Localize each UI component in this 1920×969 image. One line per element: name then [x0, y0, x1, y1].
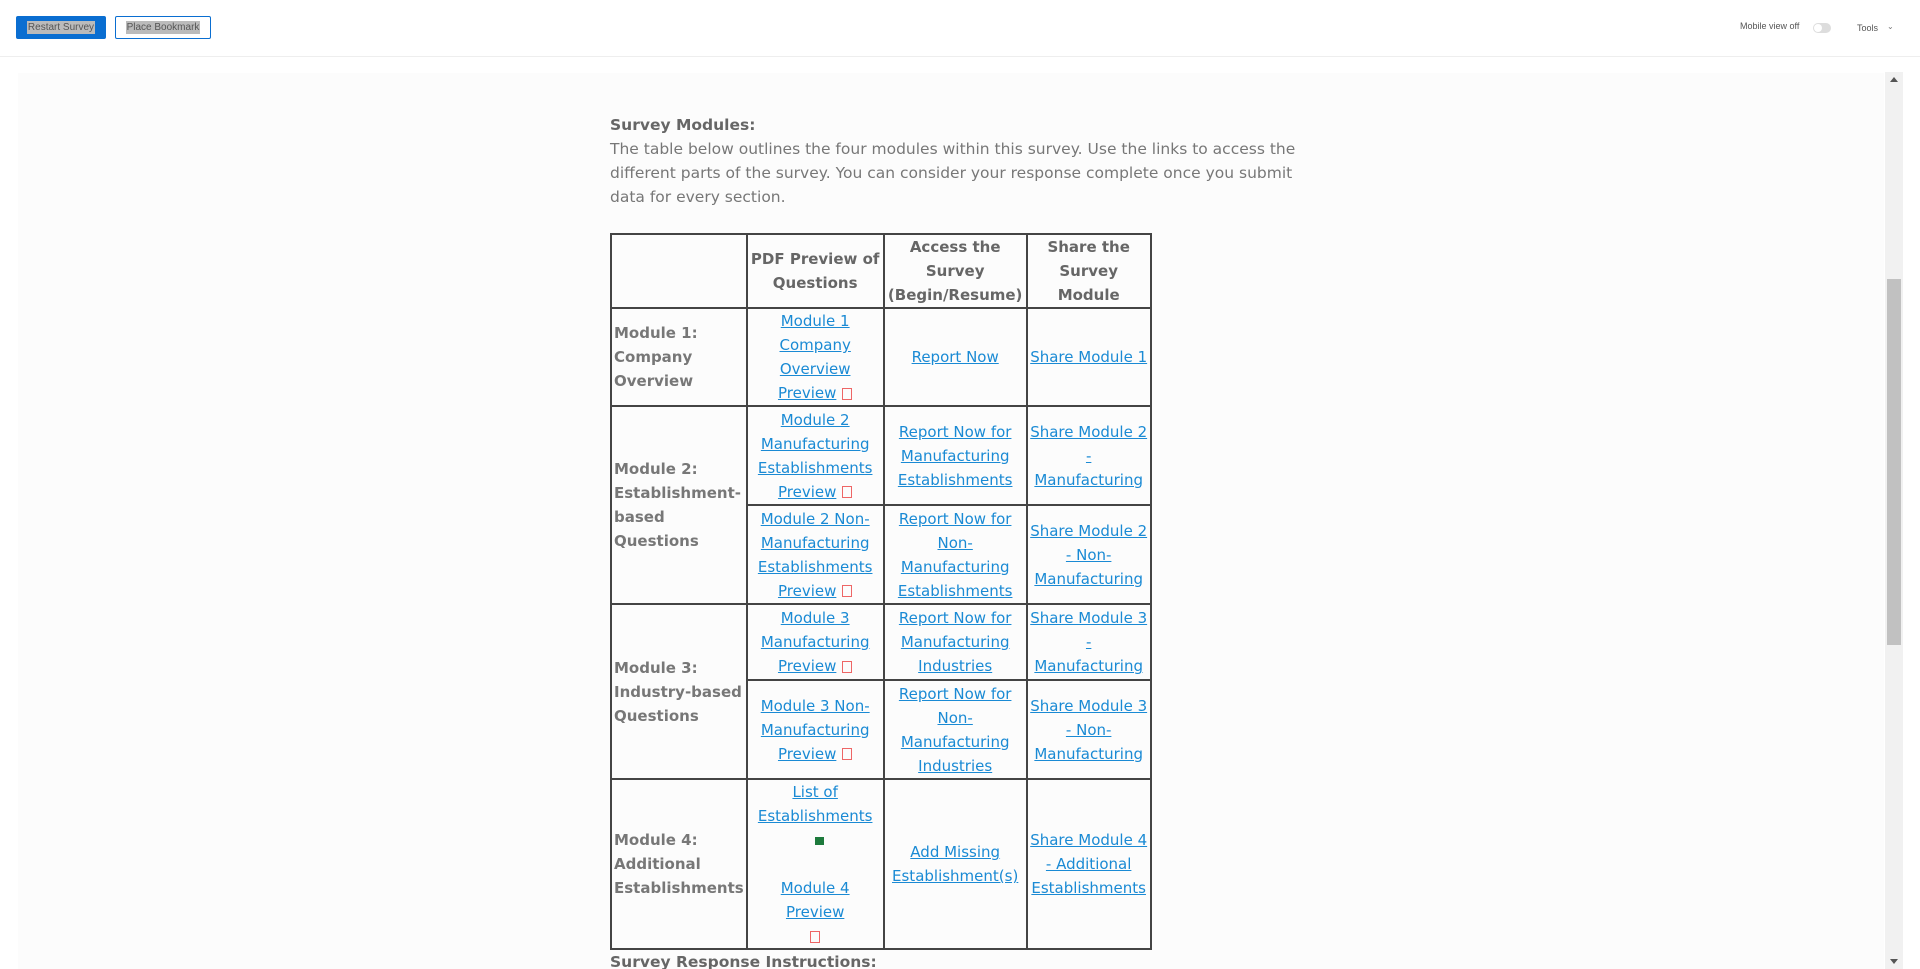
share-link[interactable]: Share Module 3 - Non-Manufacturing	[1030, 696, 1148, 763]
top-toolbar	[0, 0, 1920, 57]
module-name: Module 4: Additional Establishments	[611, 779, 747, 949]
chevron-down-icon[interactable]: ⌄	[1887, 22, 1894, 31]
add-missing-establishments-link[interactable]: Add Missing Establishment(s)	[892, 843, 1019, 885]
excel-icon	[815, 837, 824, 845]
pdf-icon	[842, 748, 852, 760]
scroll-down-icon[interactable]	[1890, 959, 1898, 964]
restart-survey-button[interactable]	[16, 16, 106, 39]
place-bookmark-label: Place Bookmark	[126, 22, 200, 33]
intro-text: The table below outlines the four modules within this survey. Use the links to access the different parts of the survey. You can consider your response complete once you submit data for every section.	[610, 140, 1296, 206]
preview-link-text: Module 3 Manufacturing Preview	[760, 609, 870, 675]
pdf-icon	[842, 585, 852, 597]
table-row	[611, 779, 1151, 949]
header-share: Share the Survey Module	[1027, 234, 1151, 308]
pdf-icon	[842, 661, 852, 673]
list-of-establishments-link[interactable]: List of Establishments	[757, 783, 873, 825]
table-row	[611, 604, 1151, 680]
pdf-icon	[810, 931, 820, 943]
table-header-row	[611, 234, 1151, 308]
restart-survey-label: Restart Survey	[27, 22, 95, 33]
module-name: Module 1: Company Overview	[611, 308, 747, 406]
preview-link[interactable]	[758, 510, 873, 600]
preview-link[interactable]	[758, 411, 873, 501]
scrollbar-thumb[interactable]	[1887, 279, 1901, 645]
share-link[interactable]: Share Module 1	[1030, 348, 1148, 366]
preview-link[interactable]	[761, 609, 870, 675]
module-name: Module 3: Industry-based Questions	[611, 604, 747, 779]
header-pdf-preview: PDF Preview of Questions	[747, 234, 884, 308]
header-access: Access the Survey (Begin/Resume)	[884, 234, 1027, 308]
preview-link[interactable]	[761, 697, 870, 763]
report-now-link[interactable]: Report Now for Non-Manufacturing Establishments	[897, 509, 1013, 600]
report-now-link[interactable]: Report Now for Manufacturing Industries	[898, 609, 1012, 675]
preview-link-text: Module 3 Non-Manufacturing Preview	[760, 696, 870, 763]
preview-link-text: Module 1 Company Overview Preview	[777, 312, 851, 402]
survey-content	[18, 73, 1884, 969]
share-link[interactable]: Share Module 2 - Manufacturing	[1030, 422, 1148, 489]
section-heading: Survey Modules:	[610, 116, 756, 134]
preview-link-text: Module 2 Manufacturing Establishments Preview	[757, 410, 873, 501]
modules-table	[610, 233, 1152, 950]
intro	[610, 113, 1310, 209]
scroll-up-icon[interactable]	[1890, 77, 1898, 82]
report-now-link[interactable]: Report Now for Non-Manufacturing Industries	[898, 684, 1012, 775]
share-link[interactable]: Share Module 2 - Non-Manufacturing	[1030, 521, 1148, 588]
table-row	[611, 308, 1151, 406]
pdf-icon	[842, 388, 852, 400]
preview-link[interactable]: Module 4 Preview	[780, 879, 850, 921]
preview-link-text: Module 2 Non-Manufacturing Establishments Preview	[757, 509, 873, 600]
response-instructions-heading: Survey Response Instructions:	[610, 953, 877, 969]
report-now-link[interactable]: Report Now	[911, 348, 999, 366]
module-name: Module 2: Establishment-based Questions	[611, 406, 747, 604]
share-link[interactable]: Share Module 3 - Manufacturing	[1030, 609, 1148, 675]
place-bookmark-button[interactable]	[115, 16, 211, 39]
preview-link[interactable]	[778, 312, 851, 402]
share-link[interactable]: Share Module 4 - Additional Establishments	[1030, 831, 1148, 897]
table-row	[611, 406, 1151, 505]
pdf-icon	[842, 486, 852, 498]
header-empty	[611, 234, 747, 308]
tools-menu[interactable]: Tools	[1857, 23, 1879, 33]
scrollbar[interactable]	[1885, 72, 1903, 969]
report-now-link[interactable]: Report Now for Manufacturing Establishments	[897, 422, 1013, 489]
mobile-view-label: Mobile view off	[1740, 21, 1800, 31]
mobile-view-toggle[interactable]	[1813, 23, 1831, 33]
